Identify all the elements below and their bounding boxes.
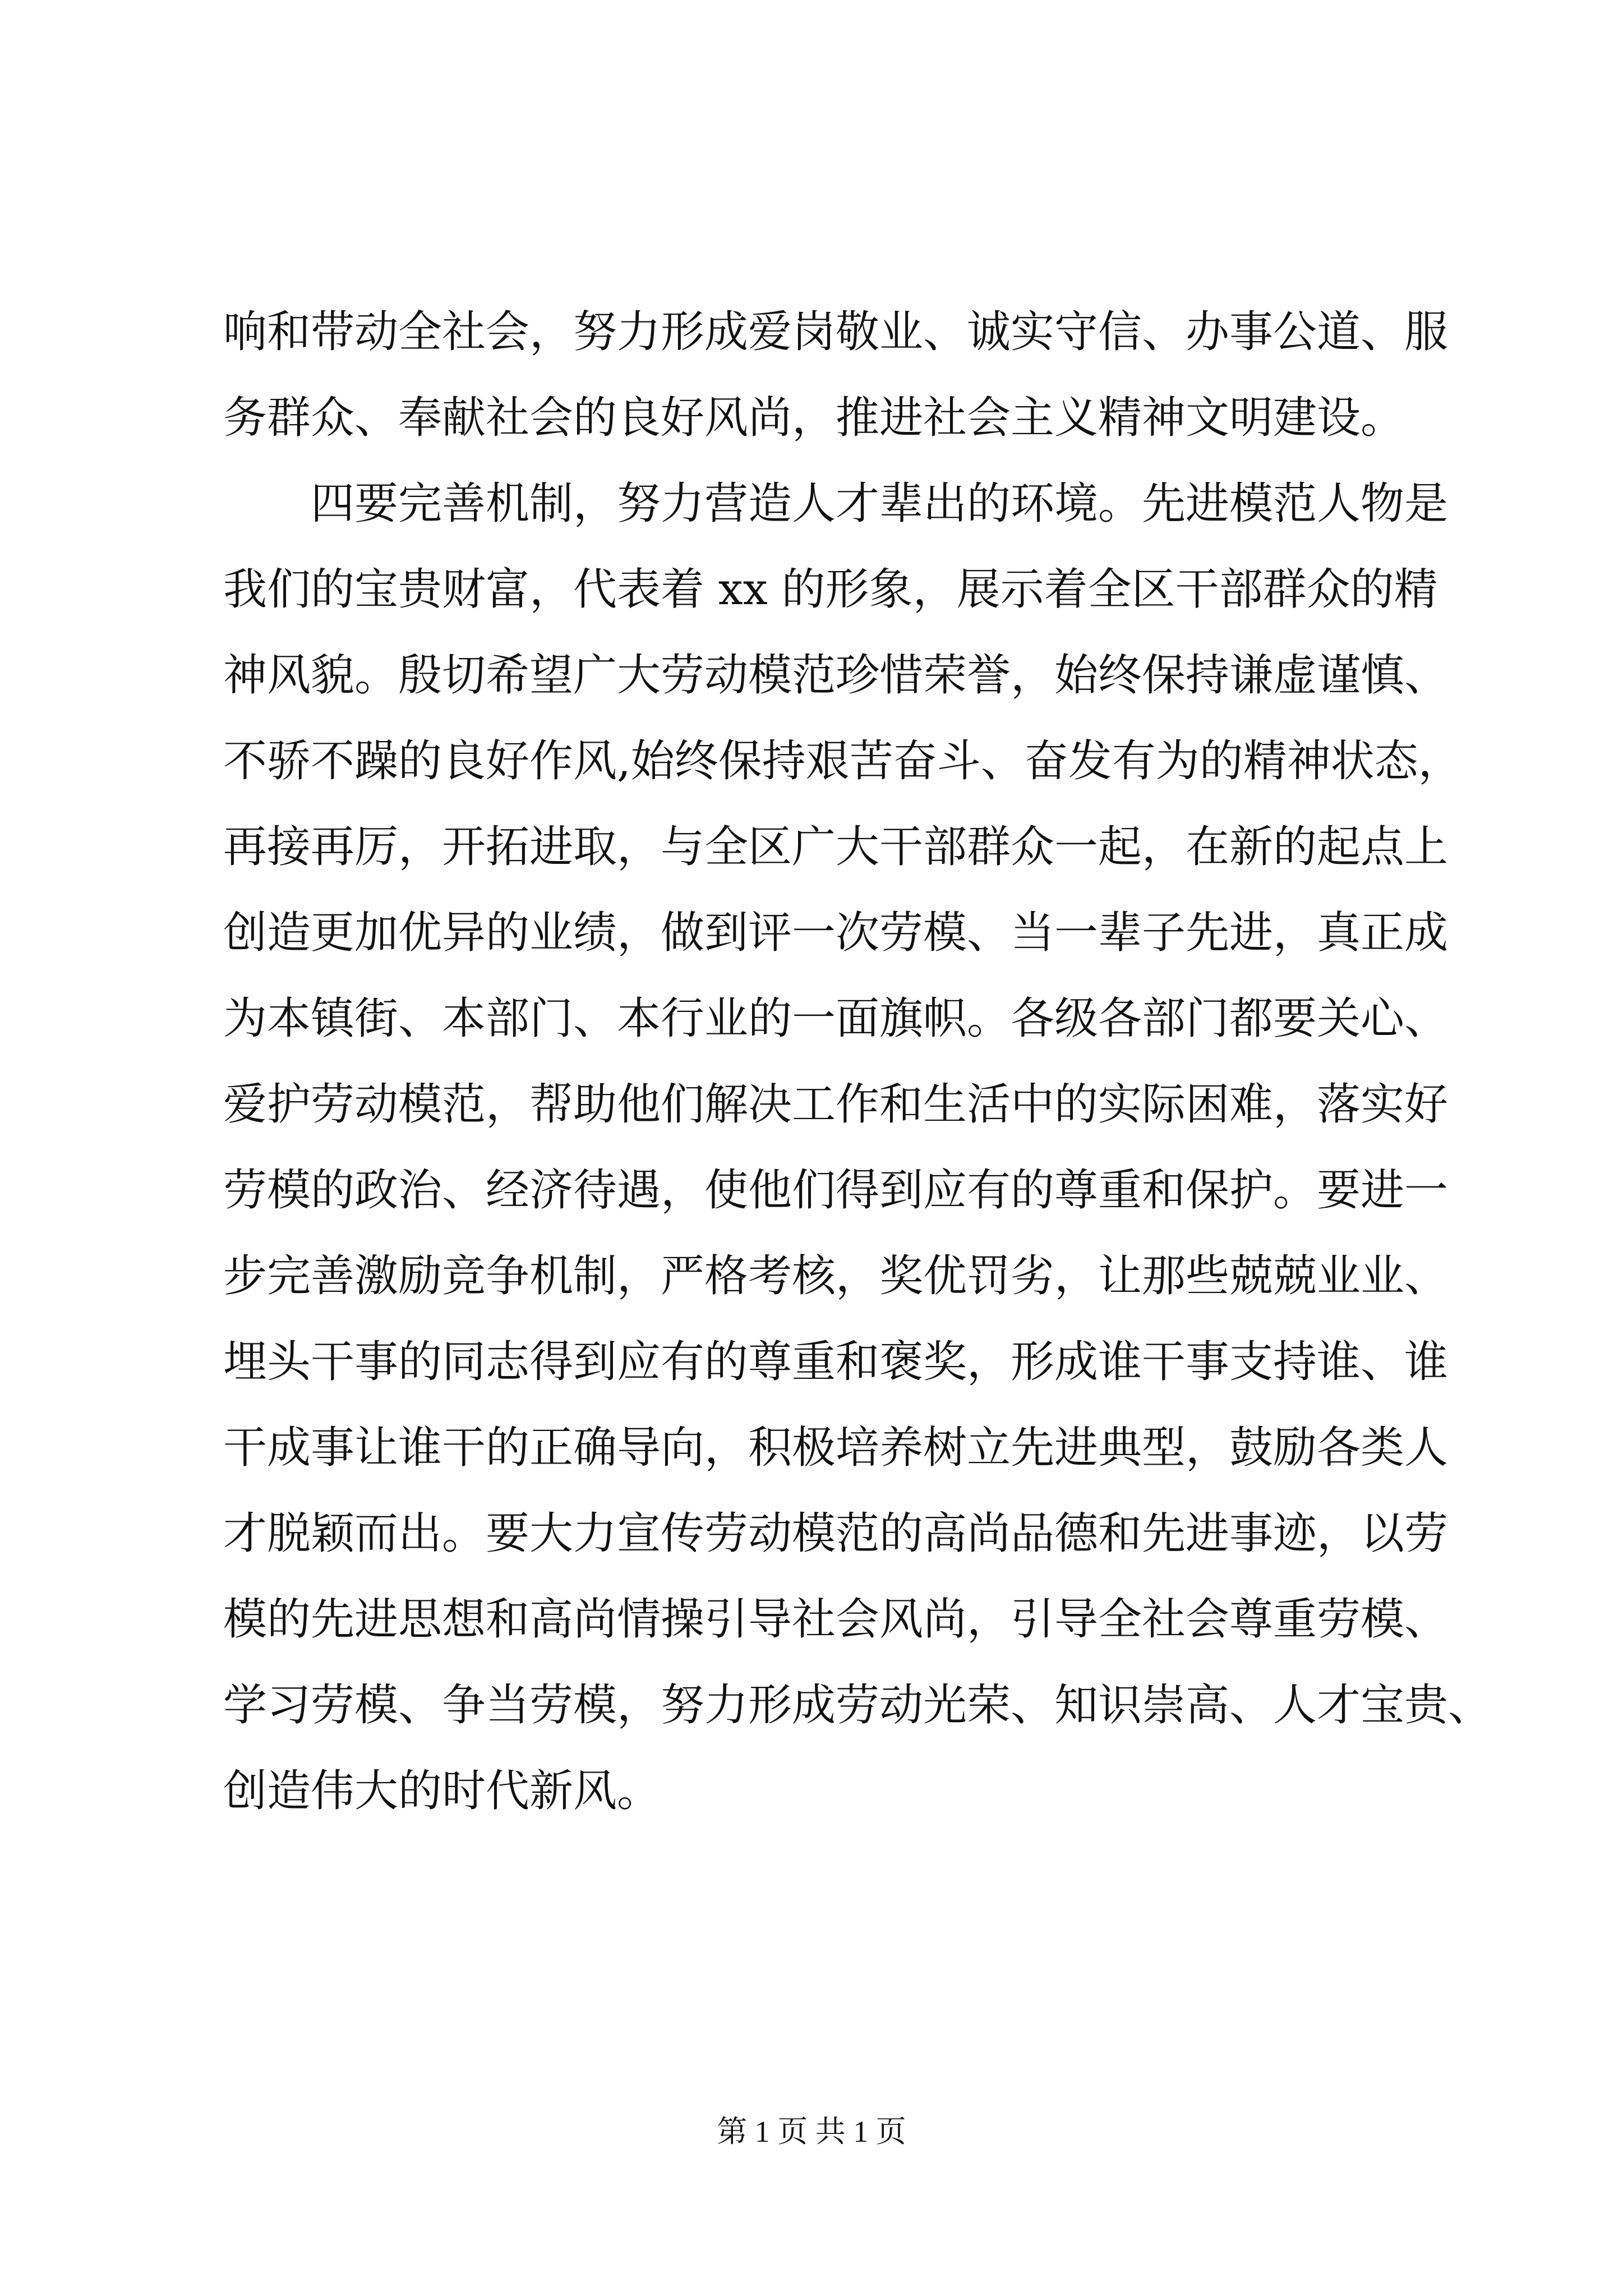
- text-line: 埋头干事的同志得到应有的尊重和褒奖，形成谁干事支持谁、谁: [223, 1337, 1449, 1387]
- text-line: 神风貌。殷切希望广大劳动模范珍惜荣誉，始终保持谦虚谨慎、: [223, 650, 1449, 701]
- page-number: 第 1 页 共 1 页: [717, 2115, 906, 2148]
- text-line: 爱护劳动模范，帮助他们解决工作和生活中的实际困难，落实好: [223, 1079, 1449, 1130]
- text-line: 劳模的政治、经济待遇，使他们得到应有的尊重和保护。要进一: [223, 1165, 1449, 1216]
- text-line: 干成事让谁干的正确导向，积极培养树立先进典型，鼓励各类人: [223, 1423, 1449, 1473]
- text-line: 创造伟大的时代新风。: [223, 1766, 661, 1816]
- text-line: 步完善激励竞争机制，严格考核，奖优罚劣，让那些兢兢业业、: [223, 1251, 1449, 1301]
- text-line: 学习劳模、争当劳模，努力形成劳动光荣、知识崇高、人才宝贵、: [223, 1680, 1492, 1731]
- text-line: 不骄不躁的良好作风,始终保持艰苦奋斗、奋发有为的精神状态，: [223, 736, 1462, 786]
- text-line: 我们的宝贵财富，代表着 xx 的形象，展示着全区干部群众的精: [223, 564, 1438, 615]
- text-line: 务群众、奉献社会的良好风尚，推进社会主义精神文明建设。: [223, 393, 1405, 443]
- paragraph-start-line: 四要完善机制，努力营造人才辈出的环境。先进模范人物是: [311, 478, 1449, 529]
- text-line: 才脱颖而出。要大力宣传劳动模范的高尚品德和先进事迹，以劳: [223, 1508, 1449, 1559]
- text-line: 为本镇街、本部门、本行业的一面旗帜。各级各部门都要关心、: [223, 993, 1449, 1044]
- text-line: 模的先进思想和高尚情操引导社会风尚，引导全社会尊重劳模、: [223, 1594, 1449, 1645]
- page-footer: [0, 2109, 1623, 2154]
- text-line: 响和带动全社会，努力形成爱岗敬业、诚实守信、办事公道、服: [223, 307, 1449, 357]
- body-text: [223, 289, 1492, 1834]
- text-line: 再接再厉，开拓进取，与全区广大干部群众一起，在新的起点上: [223, 822, 1449, 872]
- text-line: 创造更加优异的业绩，做到评一次劳模、当一辈子先进，真正成: [223, 908, 1449, 958]
